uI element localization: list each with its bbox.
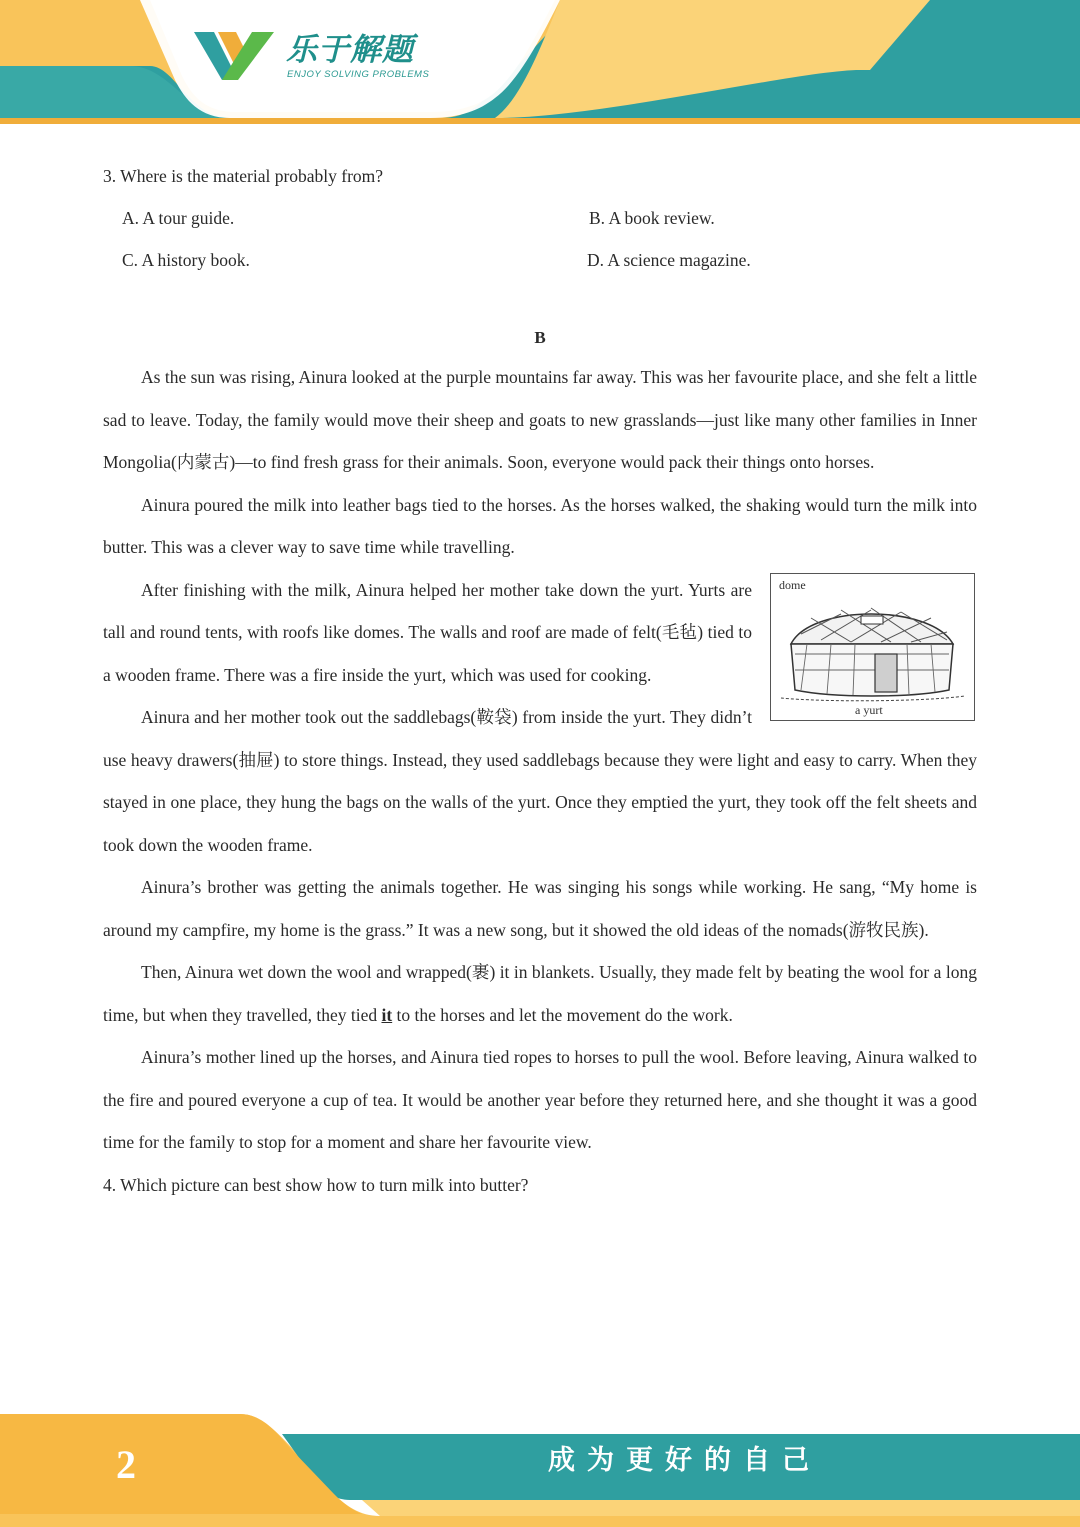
yurt-illustration — [771, 574, 973, 719]
paragraph-3-block — [103, 569, 977, 717]
paragraph-4: Ainura and her mother took out the saddlebags(鞍袋) from inside the yurt. They didn’t use heavy drawers(抽屉) to store things. Instead, they used saddlebags because they were light and easy to carry. When they stayed in one place, they hung the bags on the walls of the yurt. Once they emptied the yurt, they took off the felt sheets and took down the wooden frame. — [103, 707, 977, 855]
footer-slogan: 成为更好的自己 — [548, 1445, 821, 1476]
page-footer — [0, 1410, 1080, 1527]
section-title: B — [534, 328, 546, 347]
page-number: 2 — [116, 1442, 136, 1487]
option-d: D. A science magazine. — [587, 250, 751, 270]
option-b: B. A book review. — [589, 208, 715, 228]
yurt-figure — [770, 573, 975, 721]
option-c: C. A history book. — [122, 250, 250, 270]
paragraph-1: As the sun was rising, Ainura looked at the purple mountains far away. This was her favourite place, and she felt a little sad to leave. Today, the family would move their sheep and goats to new grasslands—just like many other families in Inner Mongolia(内蒙古)—to find fresh grass for their animals. Soon, everyone would pack their things onto horses. — [103, 367, 977, 472]
paragraph-3: After finishing with the milk, Ainura helped her mother take down the yurt. Yurts are tall and round tents, with roofs like domes. The walls and roof are made of felt(毛毡) tied to a wooden frame. There was a fire inside the yurt, which was used for cooking. — [103, 579, 752, 685]
figure-label-yurt: a yurt — [855, 702, 883, 717]
page-header — [0, 0, 1080, 130]
paragraph-6 — [103, 951, 977, 1036]
question-3-stem: 3. Where is the material probably from? — [103, 166, 384, 186]
paragraph-2: Ainura poured the milk into leather bags tied to the horses. As the horses walked, the shaking would turn the milk into butter. This was a clever way to save time while travelling. — [103, 494, 977, 557]
page-content — [103, 160, 977, 1206]
footer-banner — [0, 1410, 1080, 1527]
underlined-word-it: it — [381, 1004, 393, 1025]
option-a: A. A tour guide. — [122, 208, 235, 228]
brand-subtitle: ENJOY SOLVING PROBLEMS — [287, 69, 430, 80]
figure-label-dome: dome — [779, 577, 806, 592]
paragraph-5: Ainura’s brother was getting the animals together. He was singing his songs while working. He sang, “My home is around my campfire, my home is the grass.” It was a new song, but it showed the old ideas of the nomads(游牧民族). — [103, 877, 977, 940]
paragraph-6-part-2: to the horses and let the movement do the work. — [392, 1004, 733, 1025]
paragraph-6-part-1: Then, Ainura wet down the wool and wrapped(裹) it in blankets. Usually, they made felt by beating the wool for a long time, but when they travelled, they tied — [103, 962, 977, 1025]
paragraph-7: Ainura’s mother lined up the horses, and Ainura tied ropes to horses to pull the wool. Before leaving, Ainura walked to the fire and poured everyone a cup of tea. It would be another year before they returned here, and she thought it was a good time for the family to stop for a moment and share her favourite view. — [103, 1047, 977, 1152]
header-banner — [0, 0, 1080, 130]
question-3-options — [103, 202, 977, 288]
brand-logo — [192, 24, 442, 84]
logo-w-icon — [192, 28, 276, 84]
brand-title: 乐于解题 — [286, 32, 414, 68]
question-4-stem: 4. Which picture can best show how to turn milk into butter? — [103, 1174, 529, 1195]
